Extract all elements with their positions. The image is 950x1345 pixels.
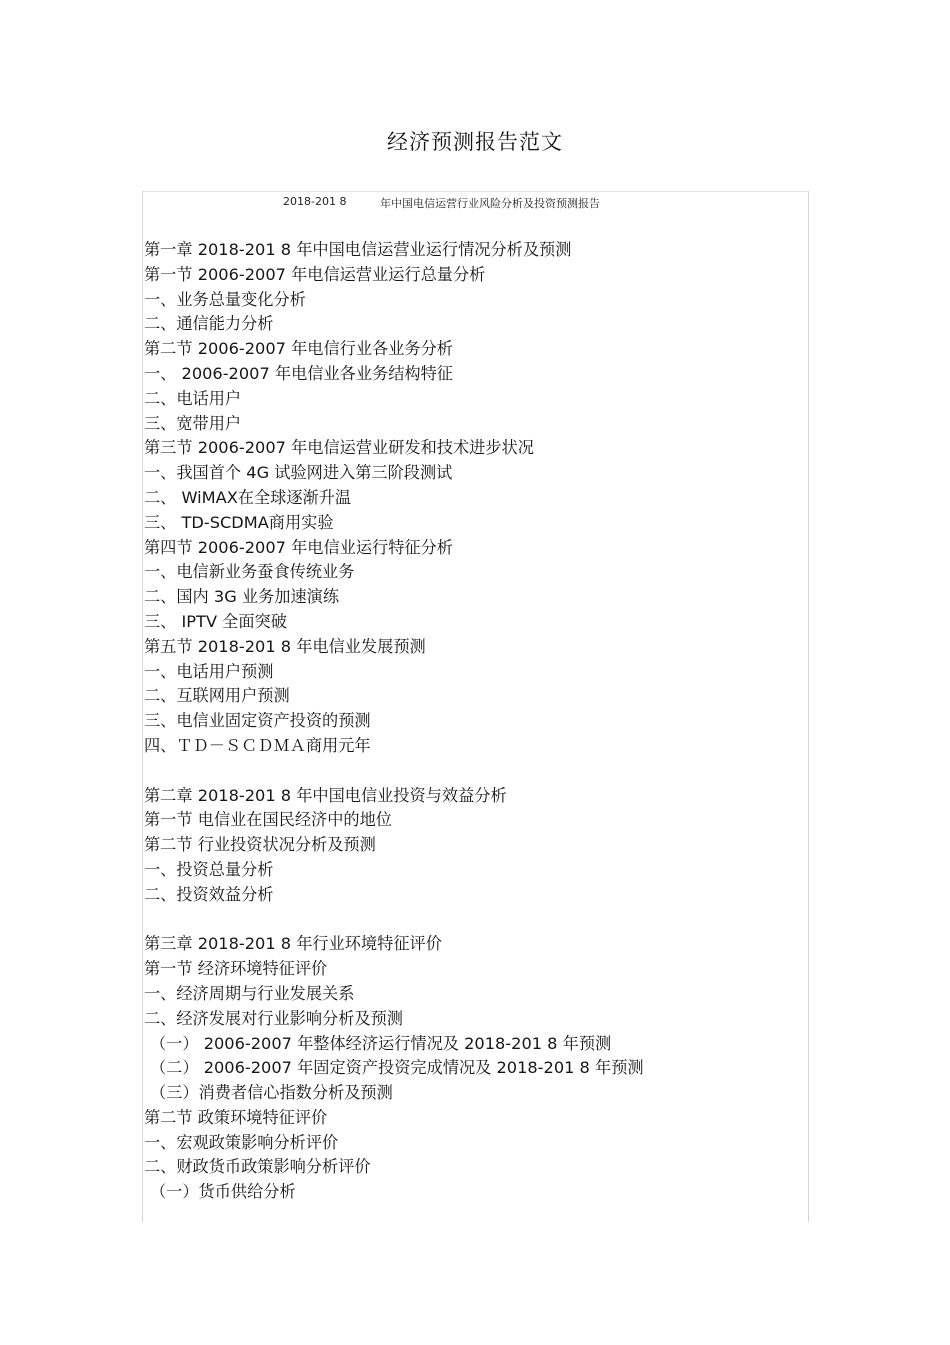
toc-entry: 第三章 2018-201 8 年行业环境特征评价 [144,934,442,954]
table-of-contents [144,238,644,1205]
toc-entry: （二） 2006-2007 年固定资产投资完成情况及 2018-201 8 年预测 [150,1058,644,1078]
toc-entry: 一、经济周期与行业发展关系 [144,983,355,1003]
toc-entry: 第五节 2018-201 8 年电信业发展预测 [144,636,426,656]
toc-entry: 一、电话用户预测 [144,661,274,681]
toc-entry: 二、经济发展对行业影响分析及预测 [144,1008,403,1028]
toc-entry: （三）消费者信心指数分析及预测 [150,1083,393,1103]
toc-entry: 第一章 2018-201 8 年中国电信运营业运行情况分析及预测 [144,240,572,259]
report-subtitle-years: 2018-201 8 [283,195,347,208]
toc-entry: 第一节 电信业在国民经济中的地位 [144,810,392,830]
toc-entry: 二、通信能力分析 [144,314,274,334]
toc-entry: 一、 2006-2007 年电信业各业务结构特征 [144,363,453,383]
toc-entry: 三、宽带用户 [144,413,242,433]
toc-entry: （一） 2006-2007 年整体经济运行情况及 2018-201 8 年预测 [150,1033,612,1053]
toc-entry: 第二节 政策环境特征评价 [144,1107,328,1127]
toc-entry: 二、电话用户 [144,388,242,408]
toc-entry: 一、宏观政策影响分析评价 [144,1132,339,1152]
toc-entry: （一）货币供给分析 [150,1182,296,1202]
toc-entry: 第二节 行业投资状况分析及预测 [144,835,376,855]
report-subtitle-name: 年中国电信运营行业风险分析及投资预测报告 [380,197,600,210]
toc-entry: 三、 IPTV 全面突破 [144,611,287,631]
toc-entry: 三、 TD-SCDMA商用实验 [144,512,334,532]
toc-entry: 第一节 经济环境特征评价 [144,959,328,979]
toc-entry: 第一节 2006-2007 年电信运营业运行总量分析 [144,264,486,284]
toc-entry: 一、投资总量分析 [144,859,274,879]
toc-entry: 三、电信业固定资产投资的预测 [144,711,371,731]
toc-entry: 第二节 2006-2007 年电信行业各业务分析 [144,339,453,359]
toc-entry: 二、财政货币政策影响分析评价 [144,1157,371,1177]
toc-spacer [144,759,644,784]
toc-entry: 二、国内 3G 业务加速演练 [144,587,340,607]
toc-spacer [144,908,644,933]
toc-entry: 一、电信新业务蚕食传统业务 [144,562,355,582]
toc-entry: 四、ＴＤ－ＳＣＤＭＡ商用元年 [144,735,371,755]
toc-entry: 二、 WiMAX在全球逐渐升温 [144,487,352,507]
toc-entry: 一、业务总量变化分析 [144,289,306,309]
document-title: 经济预测报告范文 [387,130,563,154]
toc-entry: 第四节 2006-2007 年电信业运行特征分析 [144,537,453,557]
toc-entry: 二、投资效益分析 [144,884,274,904]
toc-entry: 第三节 2006-2007 年电信运营业研发和技术进步状况 [144,438,534,458]
toc-entry: 二、互联网用户预测 [144,686,290,706]
toc-entry: 第二章 2018-201 8 年中国电信业投资与效益分析 [144,785,507,805]
toc-entry: 一、我国首个 4G 试验网进入第三阶段测试 [144,463,453,483]
